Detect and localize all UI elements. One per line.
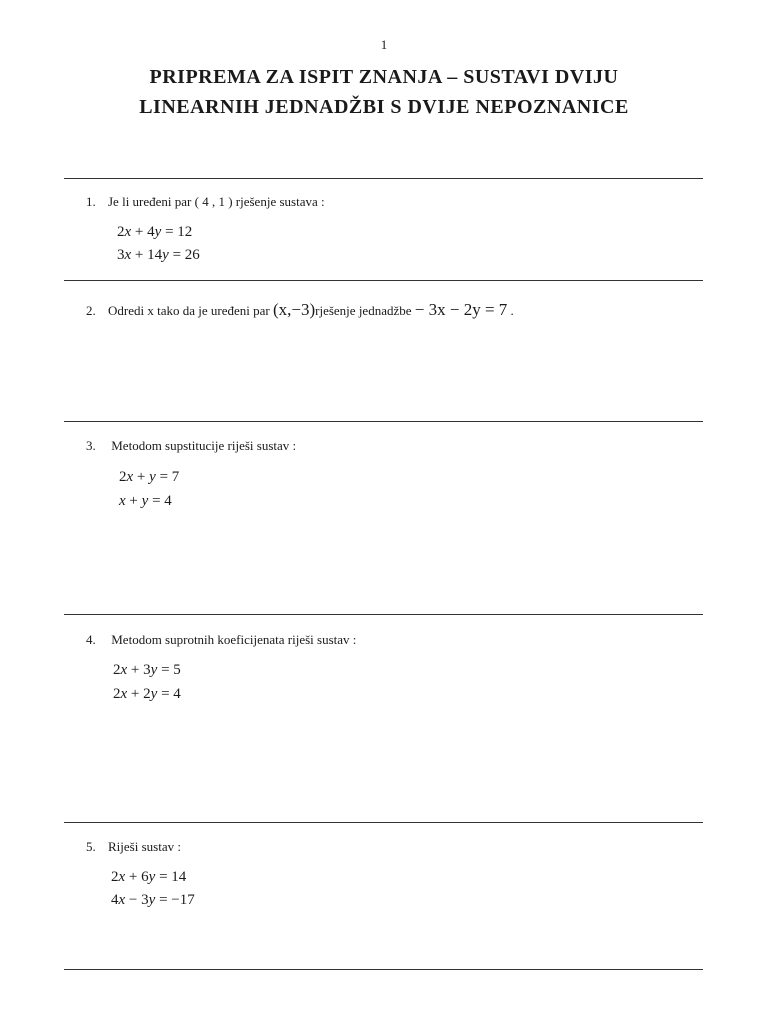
question-3-heading: [86, 438, 296, 454]
equation: 2x + 2y = 4: [113, 686, 181, 702]
divider: [64, 178, 703, 179]
question-number: 3.: [86, 438, 96, 453]
divider: [64, 822, 703, 823]
question-number: 2.: [86, 303, 96, 318]
question-text: Metodom suprotnih koeficijenata riješi sustav :: [111, 632, 357, 647]
title-line-2: LINEARNIH JEDNADŽBI S DVIJE NEPOZNANICE: [139, 96, 629, 118]
question-number: 5.: [86, 839, 96, 854]
question-text: rješenje jednadžbe: [315, 303, 412, 318]
question-text: Metodom supstitucije riješi sustav :: [111, 438, 297, 453]
equation: 4x − 3y = −17: [111, 892, 195, 908]
ordered-pair: (x,−3): [272, 300, 316, 319]
question-number: 1.: [86, 194, 96, 209]
question-text: .: [510, 303, 514, 318]
question-text: Odredi x tako da je uređeni par: [108, 303, 270, 318]
equation: x + y = 4: [119, 493, 172, 509]
equation: − 3x − 2y = 7: [414, 300, 508, 319]
divider: [64, 280, 703, 281]
equation: 2x + 4y = 12: [117, 224, 193, 240]
equation: 2x + 6y = 14: [111, 869, 187, 885]
title-line-1: PRIPREMA ZA ISPIT ZNANJA – SUSTAVI DVIJU: [149, 66, 619, 88]
question-1-heading: [86, 194, 325, 210]
equation: 2x + 3y = 5: [113, 662, 181, 678]
question-5-heading: [86, 839, 181, 855]
equation: 3x + 14y = 26: [117, 247, 200, 263]
page-number: 1: [380, 37, 388, 52]
question-4-heading: [86, 632, 356, 648]
equation: 2x + y = 7: [119, 469, 180, 485]
divider: [64, 421, 703, 422]
divider: [64, 614, 703, 615]
question-number: 4.: [86, 632, 96, 647]
question-text: Riješi sustav :: [108, 839, 181, 854]
divider: [64, 969, 703, 970]
question-2-heading: [86, 300, 514, 320]
question-text: Je li uređeni par ( 4 , 1 ) rješenje sustava :: [108, 194, 325, 209]
